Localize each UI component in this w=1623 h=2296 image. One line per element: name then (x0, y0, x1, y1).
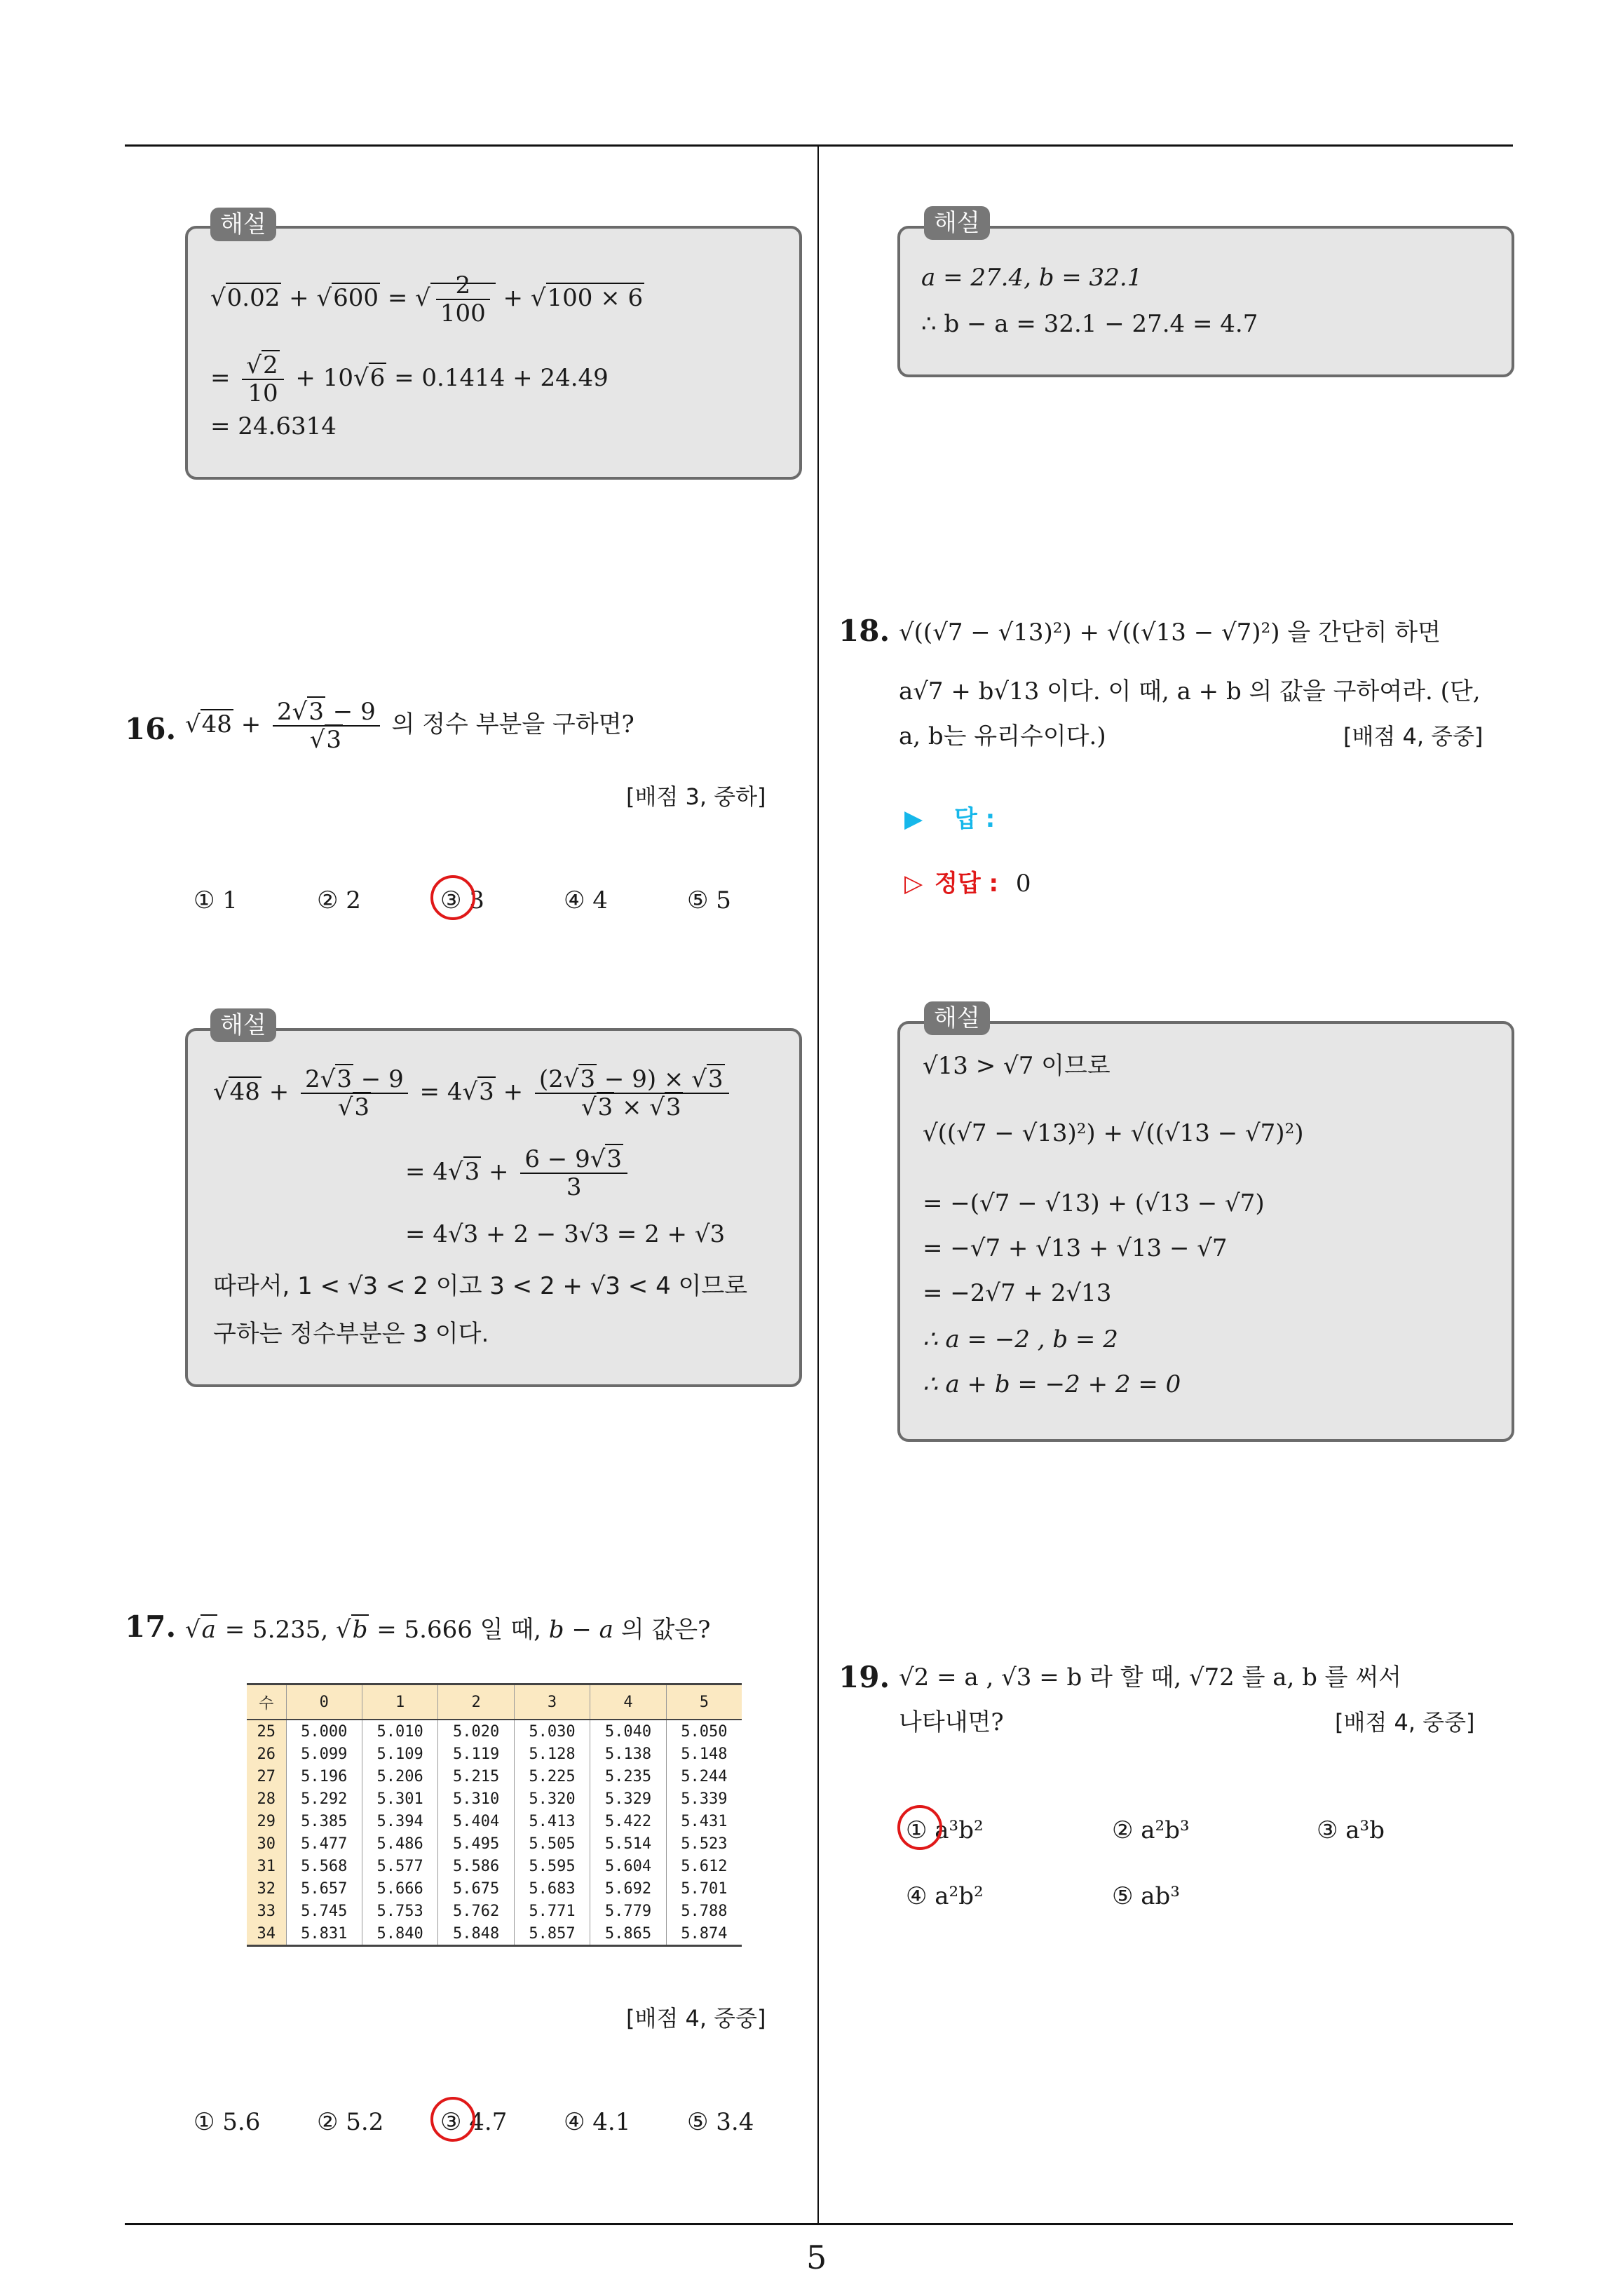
q17-answer-circle (430, 2097, 475, 2142)
table-row (247, 1810, 742, 1832)
table-row-key: 30 (247, 1832, 286, 1855)
solution-18-line2: √((√7 − √13)²) + √((√13 − √7)²) (923, 1119, 1304, 1147)
table-cell: 5.523 (681, 1835, 728, 1853)
solution-tag-17: 해설 (924, 206, 990, 240)
solution-18-line1: √13 > √7 이므로 (923, 1052, 1111, 1080)
table-cell: 5.683 (514, 1877, 590, 1900)
table-cell: 5.109 (362, 1743, 437, 1765)
table-cell: 5.753 (362, 1900, 437, 1922)
table-cell: 5.874 (681, 1924, 728, 1943)
q19-choice-5[interactable]: ⑤ ab³ (1112, 1882, 1180, 1910)
bottom-rule (125, 2223, 1513, 2225)
q17-choice-2[interactable]: ② 5.2 (317, 2108, 384, 2136)
table-cell: 5.310 (438, 1788, 514, 1810)
square-root-table (247, 1683, 742, 1947)
q16-answer-circle (430, 875, 475, 920)
table-cell: 5.831 (286, 1922, 362, 1946)
solution-17-line1: a = 27.4, b = 32.1 (921, 264, 1143, 292)
table-cell: 5.301 (362, 1788, 437, 1810)
question-19-meta: [배점 4, 중중] (1335, 1709, 1475, 1736)
table-cell: 5.148 (681, 1745, 728, 1763)
solution-tag-16: 해설 (210, 1008, 276, 1042)
table-row-key: 34 (247, 1922, 286, 1946)
table-cell: 5.099 (286, 1743, 362, 1765)
table-header: 4 (590, 1684, 666, 1720)
solution-15-line2: = $\frac{√2}{10}$ + 10√6 = 0.1414 + 24.49 (210, 351, 609, 407)
table-cell: 5.138 (590, 1743, 666, 1765)
table-cell: 5.329 (590, 1788, 666, 1810)
table-cell: 5.604 (590, 1855, 666, 1877)
table-cell: 5.612 (681, 1857, 728, 1875)
table-cell: 5.235 (590, 1765, 666, 1788)
table-cell: 5.657 (286, 1877, 362, 1900)
table-header: 1 (362, 1684, 437, 1720)
table-row-key: 26 (247, 1743, 286, 1765)
table-cell: 5.422 (590, 1810, 666, 1832)
table-cell: 5.050 (681, 1722, 728, 1741)
question-17-text: √a = 5.235, √b = 5.666 일 때, b − a 의 값은? (185, 1616, 711, 1644)
table-row-key: 32 (247, 1877, 286, 1900)
table-cell: 5.586 (438, 1855, 514, 1877)
table-cell: 5.215 (438, 1765, 514, 1788)
answer-arrow-icon: ▶ (904, 805, 923, 833)
table-cell: 5.577 (362, 1855, 437, 1877)
solution-16-line2: = 4√3 + $\frac{6 - 9√3}{3}$ (405, 1146, 632, 1201)
solution-15-line1: √0.02 + √600 = √ $\frac{2}{100}$ + √100 × 6 (210, 271, 644, 327)
table-cell: 5.865 (590, 1922, 666, 1946)
q19-answer-circle (897, 1805, 942, 1850)
table-cell: 5.040 (590, 1720, 666, 1743)
answer-row (904, 805, 995, 833)
question-18-line1: √((√7 − √13)²) + √((√13 − √7)²) 을 간단히 하면 (899, 619, 1441, 647)
table-header: 수 (247, 1684, 286, 1720)
solution-16-line1: √48 + $\frac{2√3 - 9}{√3}$ = 4√3 + $\frac{(2√3 - 9) \times √3}{√3 \times √3}$ (213, 1066, 733, 1121)
table-cell: 5.206 (362, 1765, 437, 1788)
table-cell: 5.030 (514, 1720, 590, 1743)
q19-choice-2[interactable]: ② a²b³ (1112, 1816, 1190, 1844)
q19-choice-1[interactable]: ① a³b² (906, 1816, 984, 1844)
table-cell: 5.413 (514, 1810, 590, 1832)
table-header: 3 (514, 1684, 590, 1720)
table-cell: 5.339 (681, 1790, 728, 1808)
solution-17-line2: ∴ b − a = 32.1 − 27.4 = 4.7 (921, 310, 1258, 338)
question-18-number: 18. (838, 614, 890, 648)
solution-tag-18: 해설 (924, 1001, 990, 1035)
table-cell: 5.119 (438, 1743, 514, 1765)
table-cell: 5.000 (286, 1720, 362, 1743)
table-cell: 5.020 (438, 1720, 514, 1743)
table-cell: 5.840 (362, 1922, 437, 1946)
q19-choice-4[interactable]: ④ a²b² (906, 1882, 984, 1910)
solution-18-line4: = −√7 + √13 + √13 − √7 (923, 1234, 1228, 1262)
question-19-line1: √2 = a , √3 = b 라 할 때, √72 를 a, b 를 써서 (899, 1663, 1402, 1691)
table-cell: 5.771 (514, 1900, 590, 1922)
question-17-number: 17. (125, 1609, 177, 1644)
question-16-meta: [배점 3, 중하] (626, 783, 766, 810)
table-cell: 5.495 (438, 1832, 514, 1855)
table-cell: 5.431 (681, 1812, 728, 1830)
table-cell: 5.477 (286, 1832, 362, 1855)
table-cell: 5.779 (590, 1900, 666, 1922)
question-16-number: 16. (125, 712, 177, 746)
correct-answer-label: 정답 : (934, 870, 999, 898)
q16-choice-1[interactable]: ① 1 (193, 886, 238, 914)
table-cell: 5.292 (286, 1788, 362, 1810)
q16-choice-3[interactable]: ③ 3 (440, 886, 484, 914)
solution-16-line3: = 4√3 + 2 − 3√3 = 2 + √3 (405, 1220, 726, 1248)
q17-choice-1[interactable]: ① 5.6 (193, 2108, 261, 2136)
q16-choice-5[interactable]: ⑤ 5 (687, 886, 731, 914)
table-header: 5 (666, 1684, 742, 1720)
solution-16-line5: 구하는 정수부분은 3 이다. (213, 1320, 489, 1348)
correct-answer-arrow-icon: ▷ (904, 870, 923, 898)
solution-18-line7: ∴ a + b = −2 + 2 = 0 (923, 1370, 1181, 1398)
question-19-number: 19. (838, 1660, 890, 1694)
table-row (247, 1720, 742, 1743)
solution-tag-15: 해설 (210, 208, 276, 241)
table-header: 2 (438, 1684, 514, 1720)
solution-16-line4: 따라서, 1 < √3 < 2 이고 3 < 2 + √3 < 4 이므로 (213, 1272, 748, 1300)
table-header: 0 (286, 1684, 362, 1720)
table-row (247, 1765, 742, 1788)
table-cell: 5.505 (514, 1832, 590, 1855)
solution-18-line3: = −(√7 − √13) + (√13 − √7) (923, 1189, 1265, 1217)
table-cell: 5.701 (681, 1879, 728, 1898)
table-cell: 5.666 (362, 1877, 437, 1900)
solution-18-line5: = −2√7 + 2√13 (923, 1279, 1112, 1307)
question-16-text: √48 + $\frac{2√3 - 9}{√3}$ 의 정수 부분을 구하면? (185, 698, 634, 754)
table-row-key: 31 (247, 1855, 286, 1877)
question-18-meta: [배점 4, 중중] (1343, 723, 1483, 750)
table-row-key: 33 (247, 1900, 286, 1922)
table-row (247, 1788, 742, 1810)
q17-choice-5[interactable]: ⑤ 3.4 (687, 2108, 754, 2136)
table-cell: 5.675 (438, 1877, 514, 1900)
table-cell: 5.394 (362, 1810, 437, 1832)
column-divider (817, 144, 819, 2224)
table-cell: 5.788 (681, 1902, 728, 1920)
table-cell: 5.404 (438, 1810, 514, 1832)
table-cell: 5.745 (286, 1900, 362, 1922)
table-row (247, 1922, 742, 1946)
table-cell: 5.762 (438, 1900, 514, 1922)
question-19-line2: 나타내면? (899, 1708, 1004, 1736)
q19-choice-3[interactable]: ③ a³b (1317, 1816, 1385, 1844)
solution-box-18 (897, 1021, 1514, 1442)
top-rule (125, 144, 1513, 147)
q16-choice-2[interactable]: ② 2 (317, 886, 361, 914)
q17-choice-4[interactable]: ④ 4.1 (564, 2108, 631, 2136)
table-row (247, 1877, 742, 1900)
q17-choice-3[interactable]: ③ 4.7 (440, 2108, 508, 2136)
table-row (247, 1832, 742, 1855)
table-row-key: 25 (247, 1720, 286, 1743)
table-row (247, 1855, 742, 1877)
question-17-meta: [배점 4, 중중] (626, 2005, 766, 2032)
table-cell: 5.514 (590, 1832, 666, 1855)
table-cell: 5.128 (514, 1743, 590, 1765)
q16-choice-4[interactable]: ④ 4 (564, 886, 608, 914)
table-row-key: 27 (247, 1765, 286, 1788)
correct-answer-row (904, 870, 1031, 898)
table-row-key: 29 (247, 1810, 286, 1832)
answer-label: 답 : (953, 805, 996, 833)
table-cell: 5.692 (590, 1877, 666, 1900)
table-cell: 5.595 (514, 1855, 590, 1877)
solution-box-17 (897, 226, 1514, 377)
table-cell: 5.225 (514, 1765, 590, 1788)
question-18-line3: a, b는 유리수이다.) (899, 722, 1106, 750)
correct-answer-value: 0 (1015, 870, 1031, 898)
table-header-row (247, 1684, 742, 1720)
solution-15-line3: = 24.6314 (210, 412, 337, 440)
page-number: 5 (806, 2238, 827, 2276)
table-cell: 5.320 (514, 1788, 590, 1810)
table-cell: 5.010 (362, 1720, 437, 1743)
solution-box-15 (185, 226, 802, 480)
table-cell: 5.848 (438, 1922, 514, 1946)
table-row-key: 28 (247, 1788, 286, 1810)
table-cell: 5.196 (286, 1765, 362, 1788)
table-row (247, 1900, 742, 1922)
table-cell: 5.486 (362, 1832, 437, 1855)
solution-18-line6: ∴ a = −2 , b = 2 (923, 1325, 1118, 1353)
table-cell: 5.244 (681, 1767, 728, 1785)
table-cell: 5.385 (286, 1810, 362, 1832)
table-cell: 5.568 (286, 1855, 362, 1877)
table-cell: 5.857 (514, 1922, 590, 1946)
solution-box-16 (185, 1028, 802, 1387)
question-18-line2: a√7 + b√13 이다. 이 때, a + b 의 값을 구하여라. (단, (899, 677, 1481, 705)
table-row (247, 1743, 742, 1765)
